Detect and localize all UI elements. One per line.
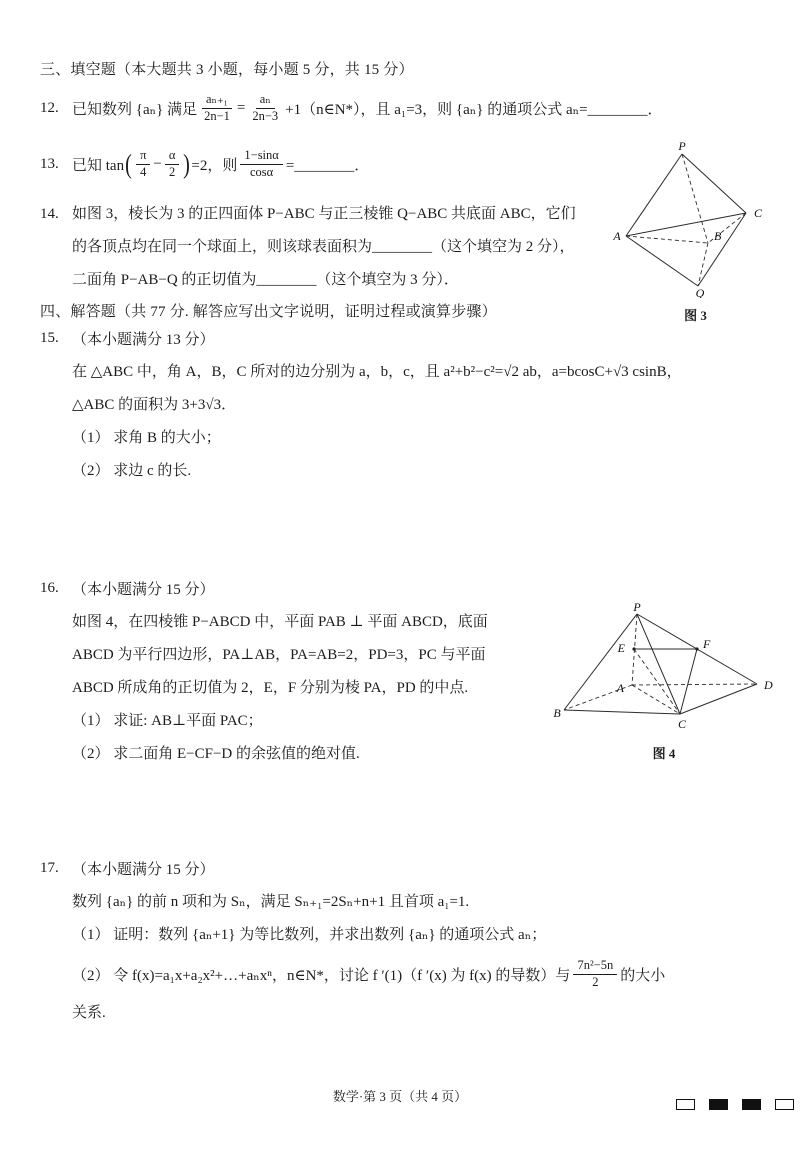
fig4-label-e: E [617,641,625,655]
fig4-label-d: D [764,678,773,692]
q13-fraction-3: $\frac{1-\sin\alpha}{\cos\alpha}$ [240,148,282,180]
fig3-label-q: Q [695,286,704,298]
q16-line-1: 如图 4，在四棱锥 P−ABCD 中，平面 PAB ⊥ 平面 ABCD，底面 [72,614,488,630]
q17-part-2-text-b: 的大小 [620,967,666,984]
q13-fraction-1: $\frac{\pi}{4}$ [136,148,150,180]
fig4-label-c: C [677,717,687,731]
figure-3-caption: 图 3 [684,308,707,323]
reg-mark-open-2 [775,1099,794,1110]
reg-mark-filled-2 [742,1099,761,1110]
q17-part-2-cont: 关系. [72,1005,106,1022]
q12-fraction-1: $\frac{\text{aₙ₊₁}}{2n-1}$ [200,92,234,124]
question-15 [40,328,764,481]
question-12 [40,92,764,124]
q17-part-1: （1） 证明：数列 {aₙ+1} 为等比数列，并求出数列 {aₙ} 的通项公式 aₙ； [72,927,547,943]
question-16 [40,578,580,764]
fig3-label-c: C [753,206,762,220]
q15-line-1: 在 △ABC 中，角 A，B，C 所对的边分别为 a，b，c，且 a²+b²−c²=√2 ab，a=bcosC+√3 csinB， [72,364,682,380]
fig4-label-f: F [703,637,711,651]
q13-text-3: =________． [285,157,370,174]
q15-part-2: （2） 求边 c 的长. [72,463,192,479]
q13-fraction-2: $\frac{\alpha}{2}$ [165,148,180,180]
page-footer: 数学·第 3 页（共 4 页） [332,1089,468,1104]
registration-marks [676,1099,794,1110]
q15-title: （本小题满分 13 分） [72,332,215,348]
q13-right-paren: ) [183,148,191,179]
q16-part-1: （1） 求证: AB⊥平面 PAC； [72,713,263,729]
q13-left-paren: ( [125,148,132,179]
q14-line-2: 的各顶点均在同一个球面上，则该球表面积为________（这个填空为 2 分）， [72,239,575,255]
q14-line-3: 二面角 P−AB−Q 的正切值为________（这个填空为 3 分）． [72,272,459,288]
q16-number: 16. [40,580,59,596]
q12-number: 12. [40,99,59,116]
question-17 [40,858,764,1023]
figure-4-caption: 图 4 [652,746,676,761]
q17-part-2 [72,958,764,990]
fig4-label-p: P [633,602,641,614]
q17-number: 17. [40,860,59,876]
reg-mark-filled-1 [709,1099,728,1110]
q13-text-1: 已知 tan [72,157,125,174]
q13-number: 13. [40,155,59,172]
q17-fraction: $\frac{\text{7n²−5n}}{2}$ [573,958,617,990]
q16-line-3: ABCD 所成角的正切值为 2，E，F 分别为棱 PA，PD 的中点. [72,680,469,696]
figure-3-diagram [610,140,782,298]
figure-4 [548,602,780,762]
figure-3 [608,140,783,324]
q17-part-2-text-a: （2） 令 f(x)=a₁x+a₂x²+…+aₙxⁿ，n∈N*，讨论 f ′(1)（f ′(x) 为 f(x) 的导数）与 [72,967,571,984]
q14-line-1: 如图 3，棱长为 3 的正四面体 P−ABC 与正三棱锥 Q−ABC 共底面 ABC，它们 [72,206,576,222]
q17-title: （本小题满分 15 分） [72,862,215,878]
q12-text-1: 已知数列 {aₙ} 满足 [72,101,198,118]
fig4-label-a: A [616,681,624,695]
q15-number: 15. [40,330,59,346]
q16-part-2: （2） 求二面角 E−CF−D 的余弦值的绝对值. [72,746,360,762]
q12-text-2: +1（n∈N*），且 a₁=3，则 {aₙ} 的通项公式 aₙ=________． [285,101,663,118]
q15-part-1: （1） 求角 B 的大小； [72,430,221,446]
fig3-label-a: A [612,229,621,243]
section-answer-heading: 四、解答题（共 77 分. 解答应写出文字说明，证明过程或演算步骤） [40,304,497,320]
q15-line-2: △ABC 的面积为 3+3√3． [72,397,237,413]
q13-text-2: =2，则 [191,157,238,174]
q16-line-2: ABCD 为平行四边形，PA⊥AB，PA=AB=2，PD=3，PC 与平面 [72,647,486,663]
figure-4-diagram [550,602,778,736]
q13-minus: − [153,155,162,172]
q17-line-1: 数列 {aₙ} 的前 n 项和为 Sₙ，满足 Sₙ₊₁=2Sₙ+n+1 且首项 a₁=1. [72,894,470,910]
fig3-label-b: B [713,229,721,243]
q14-number: 14. [40,205,59,222]
question-14 [40,204,615,290]
fig3-label-p: P [677,140,686,153]
reg-mark-open-1 [676,1099,695,1110]
fig4-label-b: B [553,706,561,720]
q12-equals: = [236,99,246,116]
section-fill-heading: 三、填空题（本大题共 3 小题，每小题 5 分，共 15 分） [40,62,414,78]
q12-fraction-2: $\frac{\text{aₙ}}{2n-3}$ [252,92,279,123]
q16-title: （本小题满分 15 分） [72,582,215,598]
